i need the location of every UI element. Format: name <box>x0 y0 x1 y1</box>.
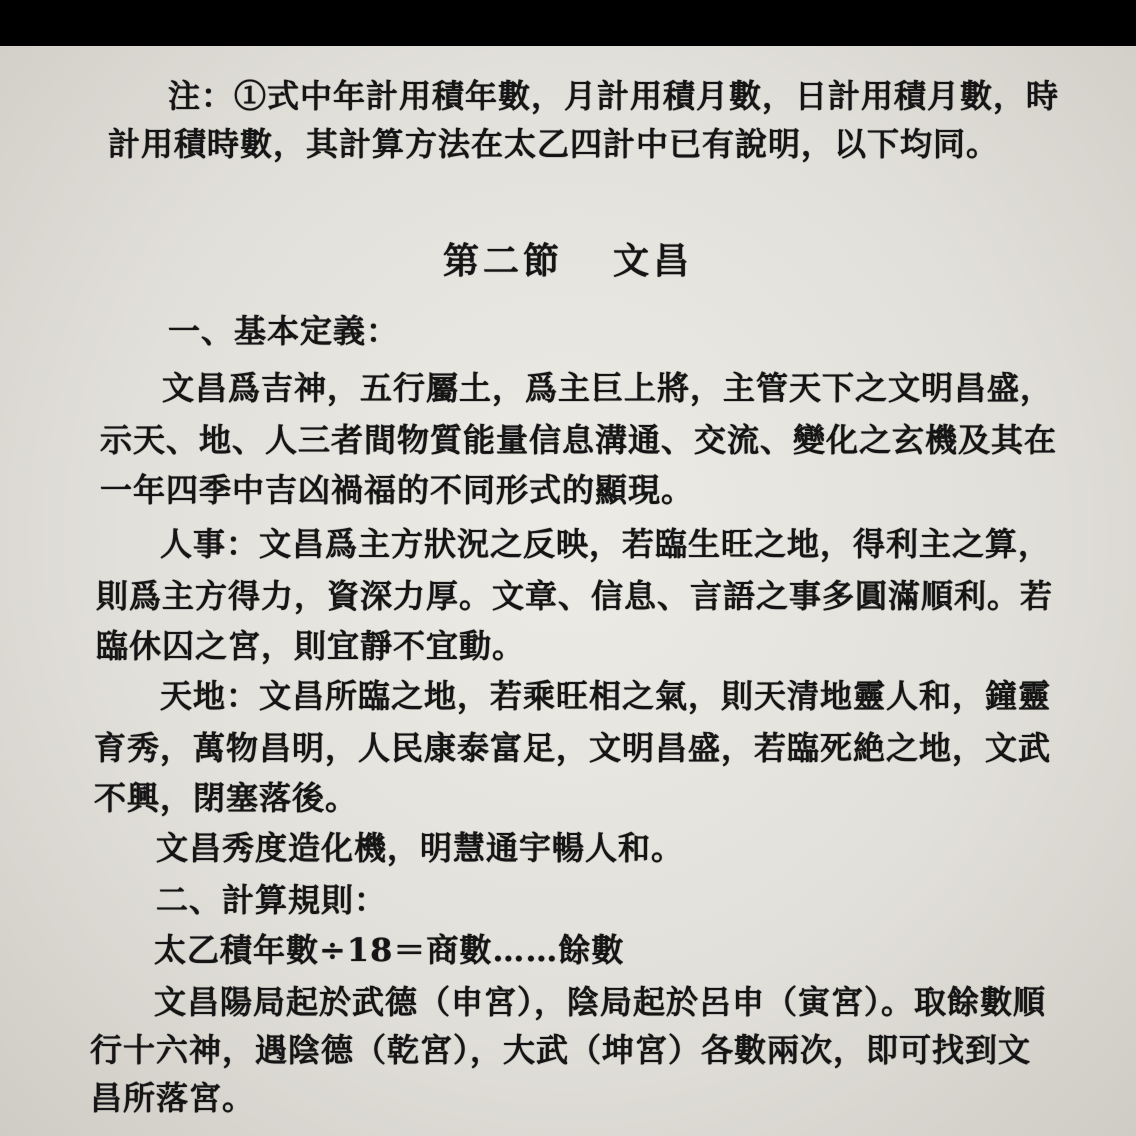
definition-p3-line-3: 不興，閉塞落後。 <box>94 779 359 817</box>
top-black-bar <box>0 0 1136 46</box>
definition-p2-line-2: 則爲主方得力，資深力厚。文章、信息、言語之事多圓滿順利。若 <box>96 577 1054 615</box>
definition-p2-line-1: 人事：文昌爲主方狀況之反映，若臨生旺之地，得利主之算， <box>160 525 1052 563</box>
section-name: 文昌 <box>613 240 694 282</box>
definition-p1-line-1: 文昌爲吉神，五行屬土，爲主巨上將，主管天下之文明昌盛， <box>162 369 1054 407</box>
rules-p1-line-2: 行十六神，遇陰德（乾宮），大武（坤宮）各數兩次，即可找到文 <box>90 1031 1032 1069</box>
rules-p1-line-3: 昌所落宮。 <box>90 1079 256 1117</box>
definition-p1-line-2: 示天、地、人三者間物質能量信息溝通、交流、變化之玄機及其在 <box>100 421 1058 459</box>
definition-p3-line-2: 育秀，萬物昌明，人民康泰富足，文明昌盛，若臨死絶之地，文武 <box>94 729 1052 767</box>
definition-verse: 文昌秀度造化機，明慧通宇暢人和。 <box>156 829 685 867</box>
rules-formula: 太乙積年數÷18＝商數……餘數 <box>154 931 625 969</box>
book-page <box>0 46 1136 1136</box>
note-line-2: 計用積時數，其計算方法在太乙四計中已有說明，以下均同。 <box>108 125 1000 163</box>
note-line-1: 注：①式中年計用積年數，月計用積月數，日計用積月數，時 <box>168 77 1060 115</box>
rules-p1-line-1: 文昌陽局起於武德（申宮），陰局起於呂申（寅宮）。取餘數順 <box>154 983 1047 1021</box>
definition-heading: 一、基本定義： <box>168 312 400 350</box>
section-number: 第二節 <box>442 240 563 282</box>
section-title <box>0 233 1136 284</box>
definition-p3-line-1: 天地：文昌所臨之地，若乘旺相之氣，則天清地靈人和，鐘靈 <box>160 677 1052 715</box>
rules-heading: 二、計算規則： <box>156 881 388 919</box>
definition-p2-line-3: 臨休囚之宮，則宜靜不宜動。 <box>96 627 526 665</box>
definition-p1-line-3: 一年四季中吉凶禍福的不同形式的顯現。 <box>100 471 695 509</box>
